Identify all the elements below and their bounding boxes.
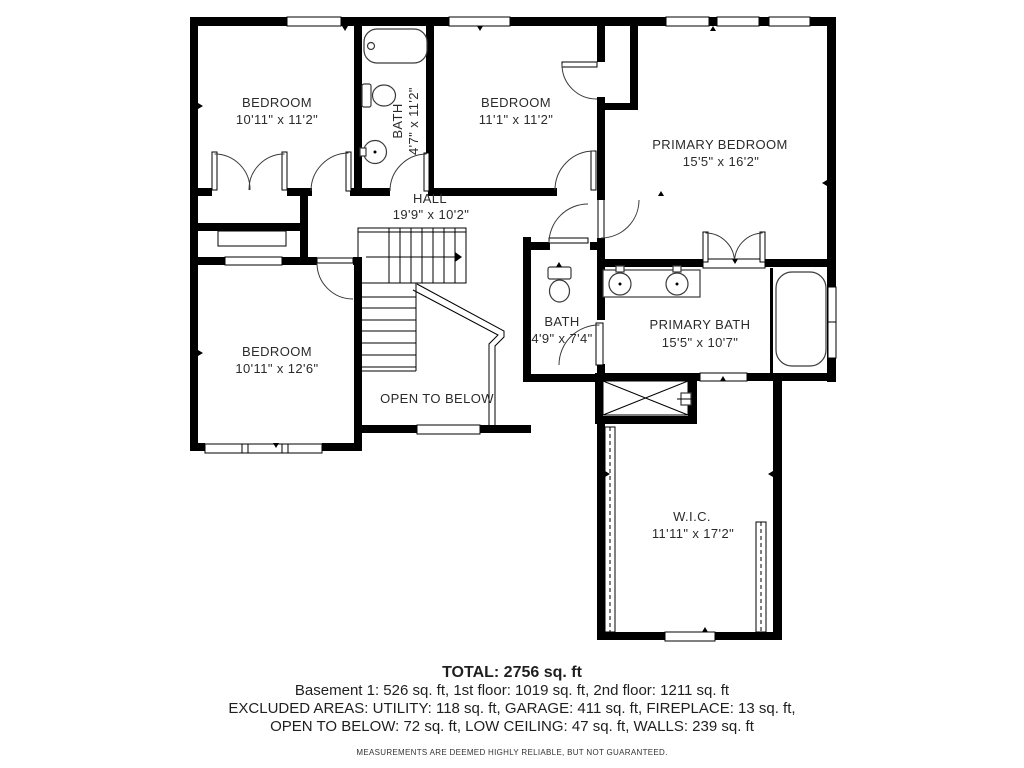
labels-layer bbox=[235, 87, 787, 541]
sink-faucet bbox=[673, 266, 681, 272]
disclaimer: MEASUREMENTS ARE DEEMED HIGHLY RELIABLE, BUT NOT GUARANTEED. bbox=[356, 748, 668, 757]
closet-shelf bbox=[218, 231, 286, 246]
door-arc bbox=[317, 263, 353, 299]
room-label: BATH bbox=[544, 314, 580, 329]
excluded-areas-1: EXCLUDED AREAS: UTILITY: 118 sq. ft, GARAGE: 411 sq. ft, FIREPLACE: 13 sq. ft, bbox=[228, 700, 796, 717]
floor-areas: Basement 1: 526 sq. ft, 1st floor: 1019 sq. ft, 2nd floor: 1211 sq. ft bbox=[294, 682, 730, 699]
window bbox=[666, 17, 709, 26]
room-dims: 11'11" x 17'2" bbox=[651, 526, 735, 541]
room-label: W.I.C. bbox=[673, 509, 711, 524]
room-dims: 11'1" x 11'2" bbox=[478, 112, 554, 127]
room-dims: 10'11" x 12'6" bbox=[235, 361, 319, 376]
toilet-bowl bbox=[550, 280, 570, 302]
toilet-tank bbox=[362, 84, 371, 107]
total-area: TOTAL: 2756 sq. ft bbox=[442, 664, 582, 681]
excluded-areas-2: OPEN TO BELOW: 72 sq. ft, LOW CEILING: 47 sq. ft, WALLS: 239 sq. ft bbox=[270, 718, 754, 735]
window bbox=[205, 444, 322, 453]
door-leaf bbox=[282, 152, 287, 190]
door-leaf bbox=[212, 152, 217, 190]
window bbox=[417, 425, 480, 434]
stair-arrow bbox=[455, 252, 462, 262]
area-summary bbox=[0, 663, 1024, 757]
door-arc bbox=[735, 233, 763, 262]
room-label: BEDROOM bbox=[481, 95, 551, 110]
toilet-bowl bbox=[373, 85, 396, 106]
window bbox=[449, 17, 510, 26]
room-dims: 19'9" x 10'2" bbox=[392, 207, 470, 222]
room-label: BEDROOM bbox=[242, 344, 312, 359]
door-leaf bbox=[346, 152, 351, 191]
door-leaf bbox=[760, 232, 765, 262]
chimney-box bbox=[603, 381, 695, 415]
bathtub bbox=[776, 272, 826, 366]
toilet-tank bbox=[548, 267, 571, 279]
door-leaf bbox=[317, 258, 353, 263]
room-label: OPEN TO BELOW bbox=[380, 391, 494, 406]
door-arc bbox=[706, 233, 735, 262]
door-arc bbox=[390, 154, 427, 191]
sink-faucet bbox=[360, 148, 366, 156]
room-dims: 15'5" x 10'7" bbox=[661, 335, 739, 350]
room-label: PRIMARY BATH bbox=[649, 317, 751, 332]
door-leaf bbox=[424, 153, 429, 191]
door-leaf bbox=[549, 238, 588, 243]
door-arc bbox=[562, 65, 597, 100]
door-leaf bbox=[596, 323, 603, 365]
window bbox=[769, 17, 810, 26]
room-dims: 15'5" x 16'2" bbox=[682, 154, 760, 169]
sink-faucet bbox=[616, 266, 624, 272]
door-arc bbox=[555, 151, 594, 190]
door-leaf bbox=[562, 62, 597, 67]
room-dims: 10'11" x 11'2" bbox=[235, 112, 319, 127]
room-label: BATH bbox=[390, 103, 405, 139]
room-label: BEDROOM bbox=[242, 95, 312, 110]
room-dims: 4'7" x 11'2" bbox=[406, 87, 421, 155]
closet-opening bbox=[225, 257, 282, 265]
window bbox=[665, 632, 715, 641]
room-label: PRIMARY BEDROOM bbox=[652, 137, 788, 152]
window bbox=[287, 17, 341, 26]
door-leaf bbox=[591, 151, 596, 190]
door-arc bbox=[249, 154, 285, 190]
door-arc bbox=[215, 154, 251, 190]
tub-faucet bbox=[368, 43, 375, 50]
door-arc bbox=[311, 153, 349, 191]
room-dims: 4'9" x 7'4" bbox=[531, 331, 593, 346]
door-leaf bbox=[703, 232, 708, 262]
door-arc bbox=[601, 200, 639, 238]
room-label: HALL bbox=[412, 191, 448, 206]
door-arc bbox=[549, 204, 588, 243]
window bbox=[717, 17, 759, 26]
